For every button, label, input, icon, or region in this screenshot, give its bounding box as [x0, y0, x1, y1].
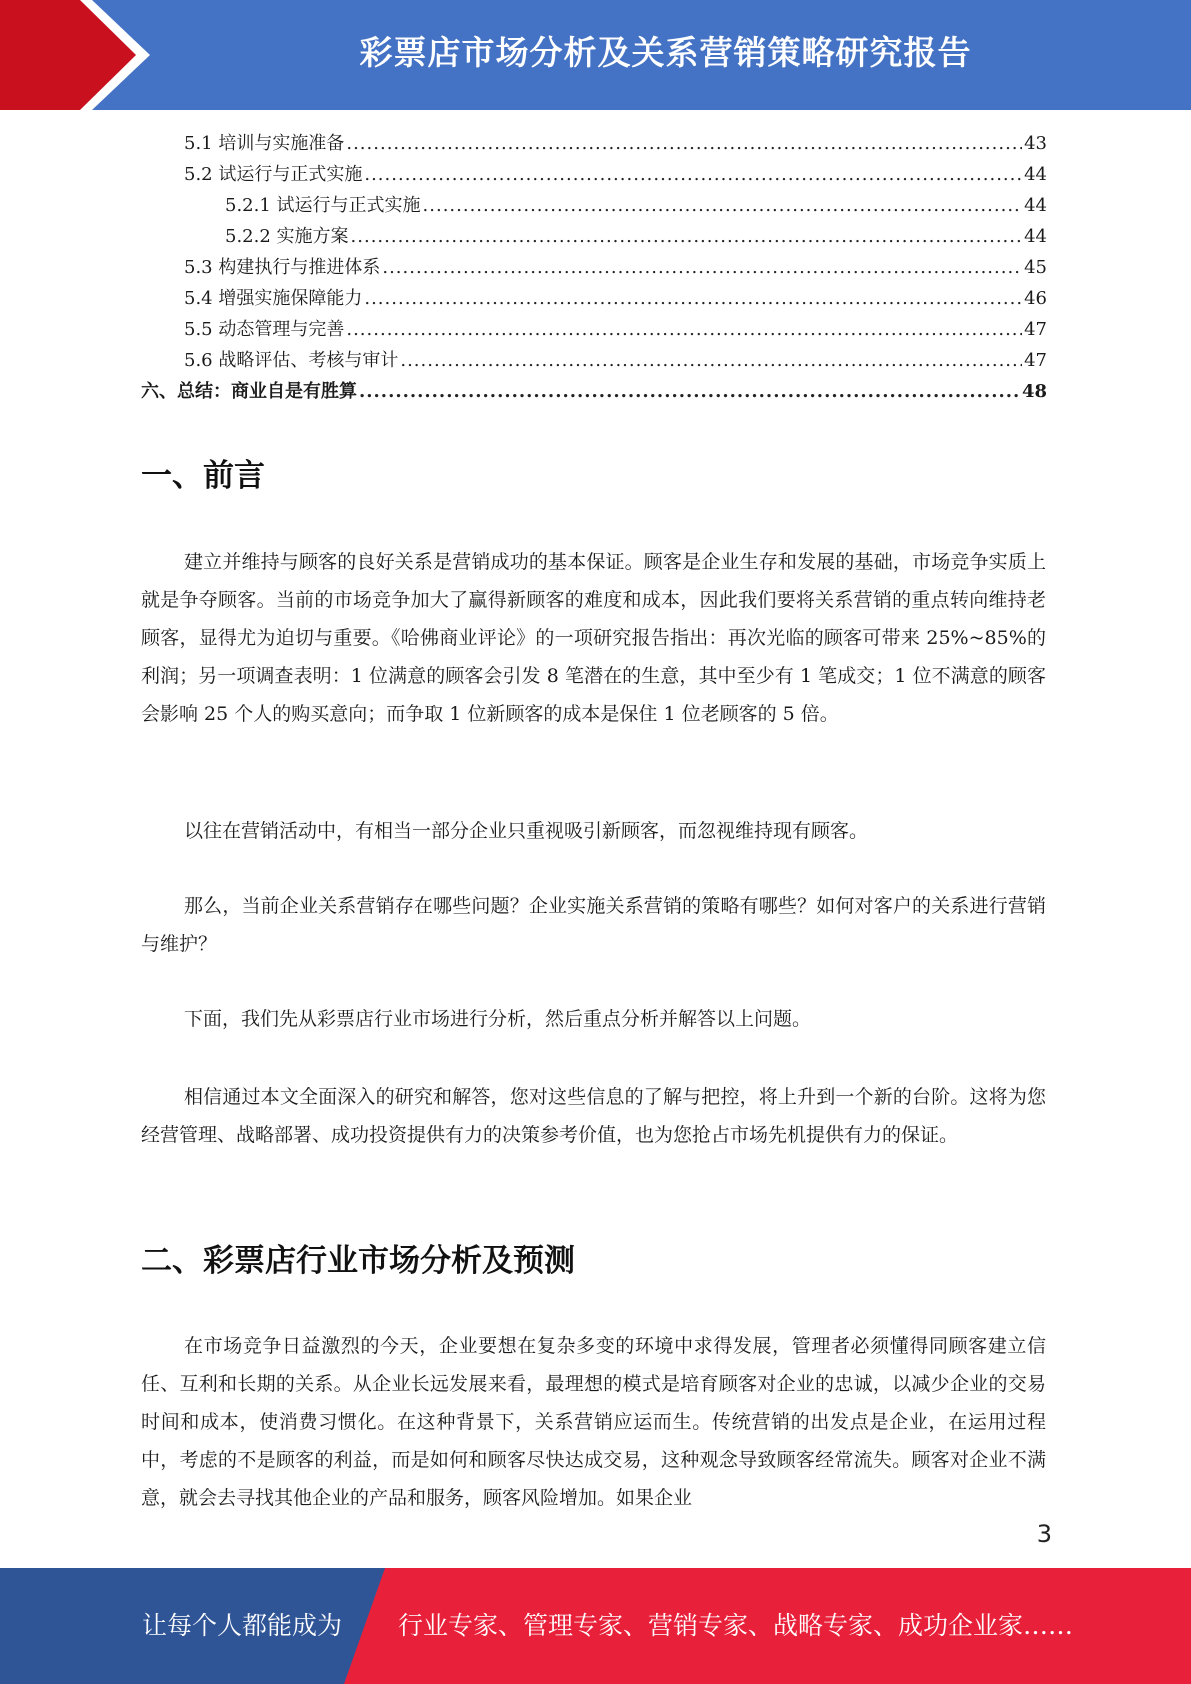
toc-entry[interactable] [184, 314, 1047, 345]
footer-slogan-right: 行业专家、管理专家、营销专家、战略专家、成功企业家…… [398, 1611, 1074, 1640]
header-arrow-decoration [0, 0, 160, 110]
toc-entry-label: 5.6 战略评估、考核与审计 [184, 350, 399, 371]
toc-leader-dots [359, 376, 1020, 407]
page-number: 3 [1036, 1520, 1052, 1548]
report-title: 彩票店市场分析及关系营销策略研究报告 [359, 33, 972, 72]
toc-entry-page: 44 [1024, 226, 1047, 247]
toc-entry-label: 六、总结：商业自是有胜算 [141, 381, 357, 402]
toc-entry[interactable] [225, 190, 1047, 221]
section-heading-market-analysis: 二、彩票店行业市场分析及预测 [141, 1243, 575, 1279]
toc-leader-dots [423, 190, 1023, 221]
toc-entry-label: 5.5 动态管理与完善 [184, 319, 345, 340]
toc-leader-dots [351, 221, 1023, 252]
toc-entry-label: 5.1 培训与实施准备 [184, 133, 345, 154]
toc-entry[interactable] [184, 283, 1047, 314]
toc-entry-page: 43 [1024, 133, 1047, 154]
toc-entry-page: 45 [1024, 257, 1047, 278]
header-band [0, 0, 1191, 110]
toc-entry[interactable] [184, 159, 1047, 190]
toc-entry-page: 47 [1024, 319, 1047, 340]
toc-entry-label: 5.3 构建执行与推进体系 [184, 257, 381, 278]
section-heading-preface: 一、前言 [141, 458, 265, 494]
paragraph: 建立并维持与顾客的良好关系是营销成功的基本保证。顾客是企业生存和发展的基础，市场竞争实质上就是争夺顾客。当前的市场竞争加大了赢得新顾客的难度和成本，因此我们要将关系营销的重点转向维持老顾客，显得尤为迫切与重要。《哈佛商业评论》的一项研究报告指出：再次光临的顾客可带来 25%~85%的利润；另一项调查表明：1 位满意的顾客会引发 8 笔潜在的生意，其中至少有 1 笔成交；1 位不满意的顾客会影响 25 个人的购买意向；而争取 1 位新顾客的成本是保住 1 位老顾客的 5 倍。 [141, 551, 1046, 725]
footer-slogan-left: 让每个人都能成为 [142, 1611, 343, 1640]
toc-entry-page: 46 [1024, 288, 1047, 309]
paragraph: 在市场竞争日益激烈的今天，企业要想在复杂多变的环境中求得发展，管理者必须懂得同顾客建立信任、互利和长期的关系。从企业长远发展来看，最理想的模式是培育顾客对企业的忠诚，以减少企业的交易时间和成本，使消费习惯化。在这种背景下，关系营销应运而生。传统营销的出发点是企业，在运用过程中，考虑的不是顾客的利益，而是如何和顾客尽快达成交易，这种观念导致顾客经常流失。顾客对企业不满意，就会去寻找其他企业的产品和服务，顾客风险增加。如果企业 [141, 1335, 1046, 1509]
toc-entry-label: 5.2 试运行与正式实施 [184, 164, 363, 185]
toc-entry-label: 5.2.2 实施方案 [225, 226, 349, 247]
toc-entry[interactable] [225, 221, 1047, 252]
paragraph: 以往在营销活动中，有相当一部分企业只重视吸引新顾客，而忽视维持现有顾客。 [184, 820, 869, 842]
toc-entry-label: 5.2.1 试运行与正式实施 [225, 195, 421, 216]
paragraph: 那么，当前企业关系营销存在哪些问题？企业实施关系营销的策略有哪些？如何对客户的关系进行营销与维护？ [141, 895, 1046, 955]
toc-entry[interactable] [184, 345, 1047, 376]
toc-entry-chapter[interactable] [141, 376, 1047, 407]
toc-leader-dots [400, 345, 1022, 376]
toc-entry-label: 5.4 增强实施保障能力 [184, 288, 363, 309]
toc-entry-page: 47 [1024, 350, 1047, 371]
toc-leader-dots [382, 252, 1022, 283]
toc-entry[interactable] [184, 252, 1047, 283]
toc-entry-page: 44 [1024, 164, 1047, 185]
paragraph: 相信通过本文全面深入的研究和解答，您对这些信息的了解与把控，将上升到一个新的台阶。这将为您经营管理、战略部署、成功投资提供有力的决策参考价值，也为您抢占市场先机提供有力的保证。 [141, 1086, 1046, 1146]
paragraph: 下面，我们先从彩票店行业市场进行分析，然后重点分析并解答以上问题。 [184, 1008, 812, 1030]
toc-leader-dots [364, 159, 1022, 190]
footer-band [0, 1568, 1191, 1684]
toc-leader-dots [346, 128, 1022, 159]
toc-entry[interactable] [184, 128, 1047, 159]
toc-entry-page: 44 [1024, 195, 1047, 216]
toc-leader-dots [346, 314, 1022, 345]
toc-leader-dots [364, 283, 1022, 314]
toc-entry-page: 48 [1021, 381, 1047, 402]
